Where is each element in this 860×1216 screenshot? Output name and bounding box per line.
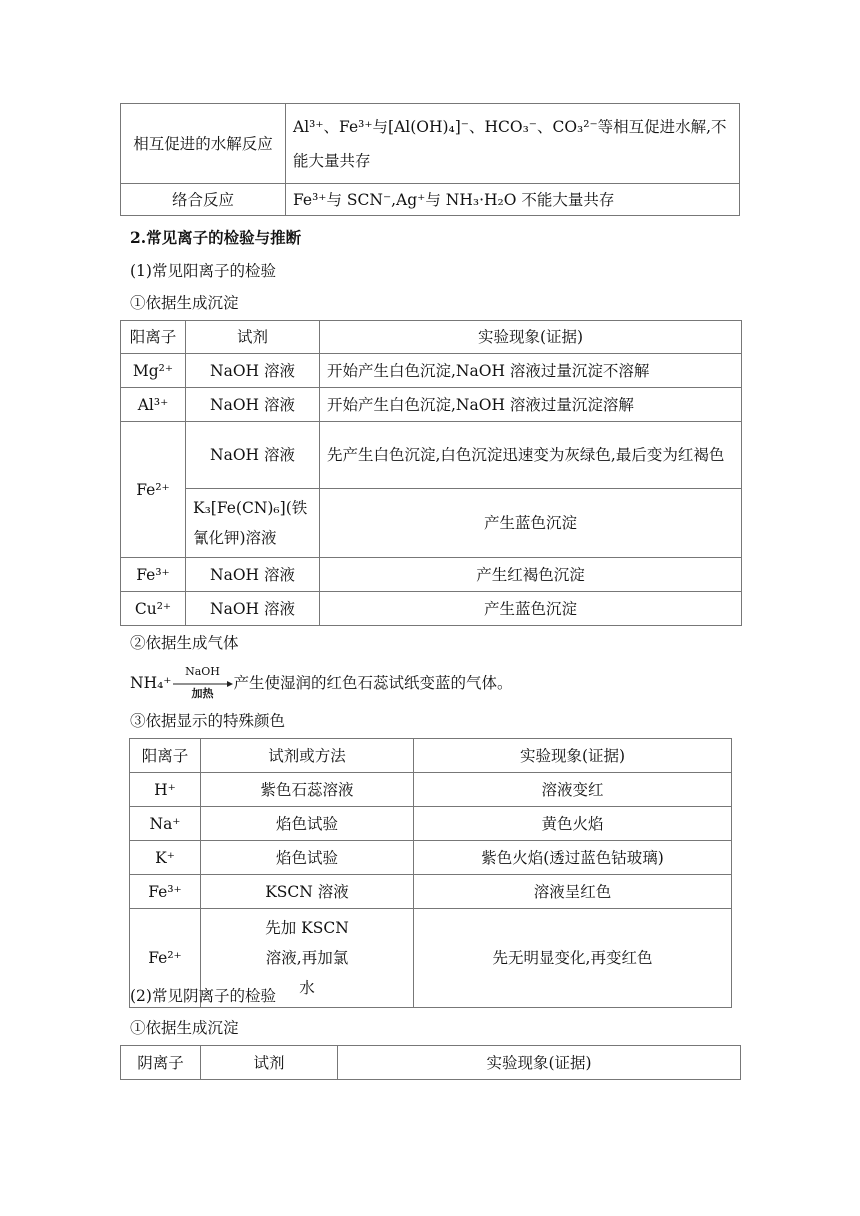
reaction-arrow bbox=[171, 665, 233, 700]
subheading: (1)常见阳离子的检验 bbox=[130, 262, 276, 280]
subheading: ③依据显示的特殊颜色 bbox=[130, 712, 286, 730]
ion-cell: K⁺ bbox=[130, 841, 201, 875]
row-label: 络合反应 bbox=[121, 184, 286, 216]
table-row bbox=[121, 592, 742, 626]
subheading: ①依据生成沉淀 bbox=[130, 294, 239, 312]
gas-test-line bbox=[130, 665, 513, 700]
table-precipitation bbox=[120, 320, 742, 626]
ion-cell: Fe²⁺ bbox=[121, 422, 186, 558]
row-content: Fe³⁺与 SCN⁻,Ag⁺与 NH₃·H₂O 不能大量共存 bbox=[286, 184, 740, 216]
table-header-row bbox=[121, 321, 742, 354]
ammonium-ion: NH₄⁺ bbox=[130, 674, 172, 692]
table-row bbox=[121, 104, 740, 184]
reagent-cell: NaOH 溶液 bbox=[186, 388, 320, 422]
result-cell: 黄色火焰 bbox=[414, 807, 732, 841]
table-row bbox=[121, 184, 740, 216]
reagent-cell: 紫色石蕊溶液 bbox=[201, 773, 414, 807]
table-header-row bbox=[130, 739, 732, 773]
column-header: 实验现象(证据) bbox=[320, 321, 742, 354]
column-header: 试剂 bbox=[201, 1046, 338, 1080]
section-heading: 2.常见离子的检验与推断 bbox=[130, 228, 302, 247]
column-header: 试剂或方法 bbox=[201, 739, 414, 773]
reagent-cell: 焰色试验 bbox=[201, 807, 414, 841]
column-header: 阴离子 bbox=[121, 1046, 201, 1080]
subheading: (2)常见阴离子的检验 bbox=[130, 987, 276, 1005]
arrow-top-label: NaOH bbox=[185, 665, 220, 678]
table-row bbox=[121, 388, 742, 422]
table-row bbox=[130, 841, 732, 875]
ion-cell: Fe³⁺ bbox=[121, 558, 186, 592]
gas-test-result: 产生使湿润的红色石蕊试纸变蓝的气体。 bbox=[233, 674, 513, 692]
ion-cell: Na⁺ bbox=[130, 807, 201, 841]
table-top bbox=[120, 103, 740, 216]
table-row bbox=[121, 354, 742, 388]
table-color bbox=[129, 738, 732, 1008]
result-cell: 紫色火焰(透过蓝色钴玻璃) bbox=[414, 841, 732, 875]
result-cell: 先产生白色沉淀,白色沉淀迅速变为灰绿色,最后变为红褐色 bbox=[320, 422, 742, 489]
ion-cell: Al³⁺ bbox=[121, 388, 186, 422]
ion-cell: Cu²⁺ bbox=[121, 592, 186, 626]
result-cell: 产生蓝色沉淀 bbox=[320, 592, 742, 626]
reagent-cell: 焰色试验 bbox=[201, 841, 414, 875]
table-row bbox=[121, 422, 742, 489]
table-row bbox=[130, 875, 732, 909]
column-header: 阳离子 bbox=[121, 321, 186, 354]
table-anion bbox=[120, 1045, 741, 1080]
reagent-cell: NaOH 溶液 bbox=[186, 354, 320, 388]
result-cell: 开始产生白色沉淀,NaOH 溶液过量沉淀溶解 bbox=[320, 388, 742, 422]
result-cell: 产生红褐色沉淀 bbox=[320, 558, 742, 592]
table-row bbox=[121, 558, 742, 592]
result-cell: 溶液呈红色 bbox=[414, 875, 732, 909]
row-label: 相互促进的水解反应 bbox=[121, 104, 286, 184]
reagent-cell: KSCN 溶液 bbox=[201, 875, 414, 909]
result-cell: 溶液变红 bbox=[414, 773, 732, 807]
table-header-row bbox=[121, 1046, 741, 1080]
column-header: 阳离子 bbox=[130, 739, 201, 773]
table-row bbox=[130, 807, 732, 841]
column-header: 实验现象(证据) bbox=[338, 1046, 741, 1080]
reagent-cell: 先加 KSCN 溶液,再加氯水 bbox=[201, 909, 414, 1008]
result-cell: 先无明显变化,再变红色 bbox=[414, 909, 732, 1008]
ion-cell: H⁺ bbox=[130, 773, 201, 807]
ion-cell: Fe²⁺ bbox=[130, 909, 201, 1008]
result-cell: 开始产生白色沉淀,NaOH 溶液过量沉淀不溶解 bbox=[320, 354, 742, 388]
table-row bbox=[130, 773, 732, 807]
ion-cell: Mg²⁺ bbox=[121, 354, 186, 388]
reagent-cell: NaOH 溶液 bbox=[186, 422, 320, 489]
column-header: 实验现象(证据) bbox=[414, 739, 732, 773]
table-row bbox=[121, 489, 742, 558]
reagent-cell: NaOH 溶液 bbox=[186, 558, 320, 592]
arrow-bottom-label: 加热 bbox=[191, 687, 214, 700]
ion-cell: Fe³⁺ bbox=[130, 875, 201, 909]
row-content: Al³⁺、Fe³⁺与[Al(OH)₄]⁻、HCO₃⁻、CO₃²⁻等相互促进水解,不能大量共存 bbox=[286, 104, 740, 184]
column-header: 试剂 bbox=[186, 321, 320, 354]
subheading: ②依据生成气体 bbox=[130, 634, 239, 652]
reagent-cell: K₃[Fe(CN)₆](铁氰化钾)溶液 bbox=[186, 489, 320, 558]
subheading: ①依据生成沉淀 bbox=[130, 1019, 239, 1037]
reagent-cell: NaOH 溶液 bbox=[186, 592, 320, 626]
result-cell: 产生蓝色沉淀 bbox=[320, 489, 742, 558]
